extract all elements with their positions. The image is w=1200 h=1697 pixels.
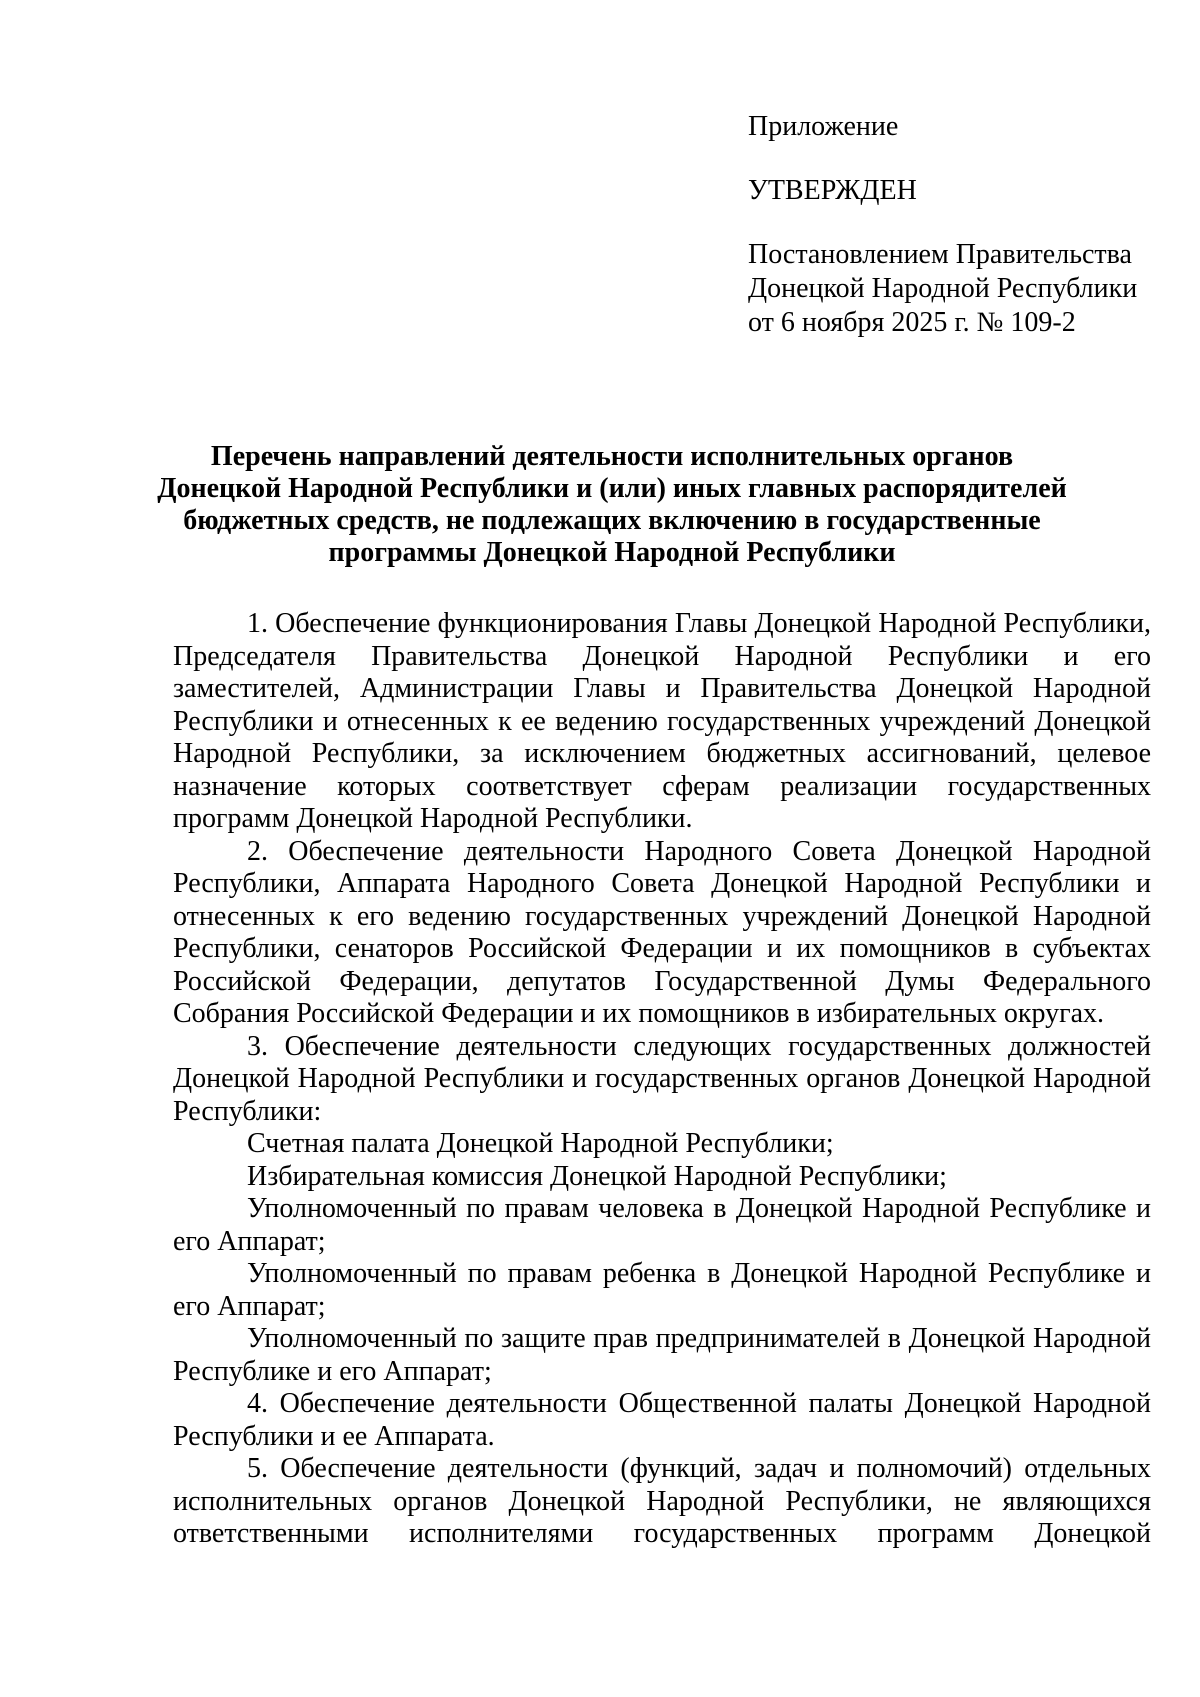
approval-line-3: от 6 ноября 2025 г. № 109-2 bbox=[748, 307, 1076, 338]
list-item-human-rights-ombudsman: Уполномоченный по правам человека в Донецкой Народной Республике и его Аппарат; bbox=[173, 1193, 1151, 1257]
list-item-business-ombudsman: Уполномоченный по защите прав предпринимателей в Донецкой Народной Республике и его Аппарат; bbox=[173, 1323, 1151, 1387]
spacer bbox=[748, 208, 1168, 238]
appendix-label: Приложение bbox=[748, 111, 899, 142]
title-line-3: бюджетных средств, не подлежащих включению в государственные bbox=[183, 505, 1041, 536]
approval-block bbox=[748, 110, 1168, 340]
paragraph-2: 2. Обеспечение деятельности Народного Совета Донецкой Народной Республики, Аппарата Народного Совета Донецкой Народной Республики и отнесенных к его ведению государственных учреждений Донецкой Народной Республики, сенаторов Российской Федерации и их помощников в субъектах Российской Федерации, депутатов Государственной Думы Федерального Собрания Российской Федерации и их помощников в избирательных округах. bbox=[173, 835, 1151, 1029]
paragraph-3: 3. Обеспечение деятельности следующих государственных должностей Донецкой Народной Республики и государственных органов Донецкой Народной Республики: bbox=[173, 1030, 1151, 1127]
title-line-4: программы Донецкой Народной Республики bbox=[328, 537, 896, 568]
list-item-child-rights-ombudsman: Уполномоченный по правам ребенка в Донецкой Народной Республике и его Аппарат; bbox=[173, 1258, 1151, 1322]
title-line-2: Донецкой Народной Республики и (или) иных главных распорядителей bbox=[157, 473, 1067, 504]
document-body bbox=[173, 608, 1151, 1551]
spacer bbox=[748, 144, 1168, 174]
list-item-election-commission: Избирательная комиссия Донецкой Народной Республики; bbox=[247, 1160, 947, 1192]
approved-label: УТВЕРЖДЕН bbox=[748, 175, 917, 206]
document-title bbox=[150, 441, 1074, 569]
title-line-1: Перечень направлений деятельности исполнительных органов bbox=[210, 441, 1014, 472]
paragraph-1: 1. Обеспечение функционирования Главы Донецкой Народной Республики, Председателя Правительства Донецкой Народной Республики и его заместителей, Администрации Главы и Правительства Донецкой Народной Республики и отнесенных к ее ведению государственных учреждений Донецкой Народной Республики, за исключением бюджетных ассигнований, целевое назначение которых соответствует сферам реализации государственных программ Донецкой Народной Республики. bbox=[173, 608, 1151, 834]
approval-line-2: Донецкой Народной Республики bbox=[748, 273, 1138, 304]
approval-line-1: Постановлением Правительства bbox=[748, 239, 1132, 270]
paragraph-4: 4. Обеспечение деятельности Общественной палаты Донецкой Народной Республики и ее Аппарата. bbox=[173, 1388, 1151, 1452]
paragraph-5: 5. Обеспечение деятельности (функций, задач и полномочий) отдельных исполнительных органов Донецкой Народной Республики, не являющихся ответственными исполнителями государственных программ Донецкой bbox=[173, 1453, 1151, 1549]
list-item-accounts-chamber: Счетная палата Донецкой Народной Республики; bbox=[247, 1128, 834, 1159]
